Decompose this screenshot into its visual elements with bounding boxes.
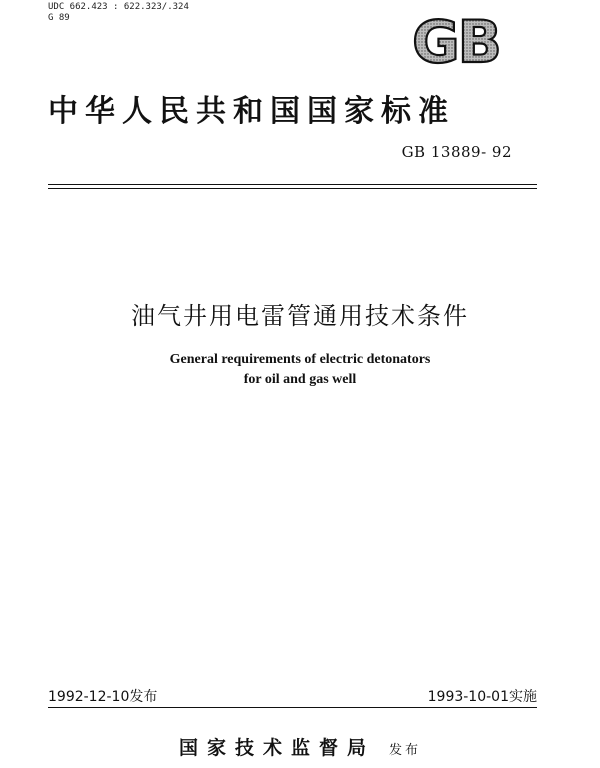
- english-title-line-2: for oil and gas well: [243, 372, 357, 387]
- english-title-line-1: General requirements of electric detonators: [169, 352, 431, 367]
- publisher-organization: 国家技术监督局: [178, 737, 375, 759]
- national-standard-heading: 中华人民共和国国家标准: [48, 94, 455, 129]
- issue-date: 1992-12-10发布: [48, 689, 158, 705]
- effective-date: 1993-10-01实施: [427, 689, 537, 705]
- classification-codes: [48, 2, 189, 24]
- gb-logo-icon: [400, 8, 512, 72]
- publisher-line: [0, 733, 600, 760]
- publish-label: 发布: [389, 743, 422, 758]
- ccs-code: G 89: [48, 13, 70, 23]
- header-rule-top: [48, 184, 537, 185]
- header-rule-bottom: [48, 188, 537, 189]
- footer-rule: [48, 707, 537, 708]
- udc-code: UDC 662.423 : 622.323/.324: [48, 2, 189, 12]
- svg-text:GB: GB: [412, 8, 500, 72]
- document-title-chinese: 油气井用电雷管通用技术条件: [131, 302, 469, 330]
- document-title-english: [0, 350, 600, 390]
- standard-number: GB 13889- 92: [401, 143, 512, 161]
